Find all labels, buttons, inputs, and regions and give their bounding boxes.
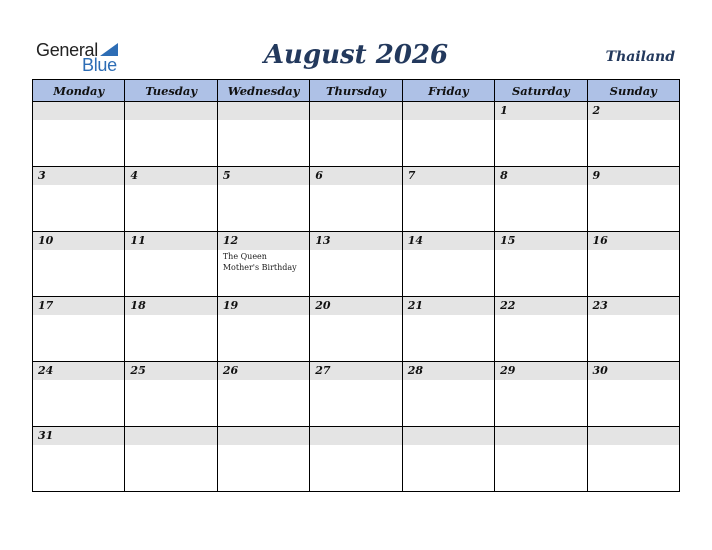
day-cell-2 [587, 102, 679, 167]
week-row [33, 102, 680, 167]
day-cell-15 [495, 232, 587, 297]
day-cell-6 [310, 167, 402, 232]
day-number: 19 [222, 299, 239, 312]
day-number: 7 [407, 169, 416, 182]
day-number-band [310, 102, 401, 120]
day-number-band [495, 167, 586, 185]
day-number: 17 [38, 299, 54, 312]
day-number-band [495, 102, 586, 120]
day-number-band [403, 427, 494, 445]
day-cell-16 [587, 232, 679, 297]
day-number-band [33, 102, 124, 120]
day-cell-30 [587, 362, 679, 427]
day-number: 25 [130, 364, 146, 377]
day-cell-23 [587, 297, 679, 362]
empty-day-cell [402, 102, 494, 167]
logo-text-general: General [36, 40, 98, 60]
empty-day-cell [310, 427, 402, 492]
day-number: 10 [38, 234, 54, 247]
weekday-header-monday: Monday [33, 80, 125, 102]
empty-day-cell [217, 102, 309, 167]
day-cell-19 [217, 297, 309, 362]
day-cell-10 [33, 232, 125, 297]
week-row [33, 232, 680, 297]
day-cell-22 [495, 297, 587, 362]
day-number: 28 [407, 364, 423, 377]
day-number: 12 [222, 234, 239, 247]
day-cell-9 [587, 167, 679, 232]
day-cell-25 [125, 362, 217, 427]
day-number: 21 [407, 299, 423, 312]
day-number: 5 [222, 169, 231, 182]
day-number: 22 [500, 299, 516, 312]
day-number-band [33, 167, 124, 185]
day-number: 27 [315, 364, 331, 377]
day-cell-14 [402, 232, 494, 297]
week-row [33, 362, 680, 427]
day-cell-21 [402, 297, 494, 362]
day-number-band [588, 427, 679, 445]
day-number: 29 [500, 364, 516, 377]
country-label: Thailand [605, 49, 675, 65]
holiday-event: The Queen Mother's Birthday [222, 252, 297, 272]
day-number: 30 [592, 364, 608, 377]
day-cell-18 [125, 297, 217, 362]
day-number: 26 [222, 364, 239, 377]
day-number: 13 [315, 234, 331, 247]
empty-day-cell [217, 427, 309, 492]
day-cell-17 [33, 297, 125, 362]
day-number: 16 [592, 234, 608, 247]
day-number-band [125, 102, 216, 120]
day-number: 20 [315, 299, 331, 312]
day-cell-24 [33, 362, 125, 427]
empty-day-cell [125, 102, 217, 167]
weekday-header-row [33, 80, 680, 102]
empty-day-cell [125, 427, 217, 492]
day-cell-28 [402, 362, 494, 427]
day-number: 23 [592, 299, 608, 312]
day-number: 3 [38, 169, 46, 182]
calendar-grid [32, 79, 680, 492]
day-number-band [218, 427, 309, 445]
empty-day-cell [33, 102, 125, 167]
logo-text-blue: Blue [82, 55, 117, 75]
day-number: 4 [130, 169, 139, 182]
week-row [33, 167, 680, 232]
day-number-band [495, 427, 586, 445]
day-number: 24 [38, 364, 54, 377]
day-cell-26 [217, 362, 309, 427]
week-row [33, 427, 680, 492]
day-number-band [218, 167, 309, 185]
calendar-title: August 2026 [263, 40, 449, 70]
empty-day-cell [402, 427, 494, 492]
day-number-band [403, 167, 494, 185]
day-number-band [310, 167, 401, 185]
weekday-header-tuesday: Tuesday [125, 80, 217, 102]
day-cell-4 [125, 167, 217, 232]
day-cell-1 [495, 102, 587, 167]
weekday-header-wednesday: Wednesday [217, 80, 309, 102]
weekday-header-friday: Friday [402, 80, 494, 102]
empty-day-cell [587, 427, 679, 492]
day-number-band [125, 167, 216, 185]
day-cell-13 [310, 232, 402, 297]
empty-day-cell [495, 427, 587, 492]
day-number: 6 [315, 169, 323, 182]
day-cell-31 [33, 427, 125, 492]
day-number-band [218, 102, 309, 120]
weekday-header-saturday: Saturday [495, 80, 587, 102]
day-number-band [588, 167, 679, 185]
day-cell-3 [33, 167, 125, 232]
day-number-band [310, 427, 401, 445]
day-number: 18 [130, 299, 146, 312]
day-number: 8 [500, 169, 508, 182]
day-number: 31 [38, 429, 54, 442]
day-number: 2 [592, 104, 601, 117]
day-number: 1 [500, 104, 508, 117]
day-number-band [588, 102, 679, 120]
day-number: 9 [592, 169, 601, 182]
day-number-band [403, 102, 494, 120]
day-cell-29 [495, 362, 587, 427]
day-cell-5 [217, 167, 309, 232]
day-number: 15 [500, 234, 516, 247]
week-row [33, 297, 680, 362]
day-cell-11 [125, 232, 217, 297]
day-cell-7 [402, 167, 494, 232]
day-number: 11 [130, 234, 146, 247]
day-cell-20 [310, 297, 402, 362]
weekday-header-sunday: Sunday [587, 80, 679, 102]
weekday-header-thursday: Thursday [310, 80, 402, 102]
day-cell-27 [310, 362, 402, 427]
day-cell-8 [495, 167, 587, 232]
day-number: 14 [407, 234, 423, 247]
empty-day-cell [310, 102, 402, 167]
day-cell-12 [217, 232, 309, 297]
day-number-band [125, 427, 216, 445]
